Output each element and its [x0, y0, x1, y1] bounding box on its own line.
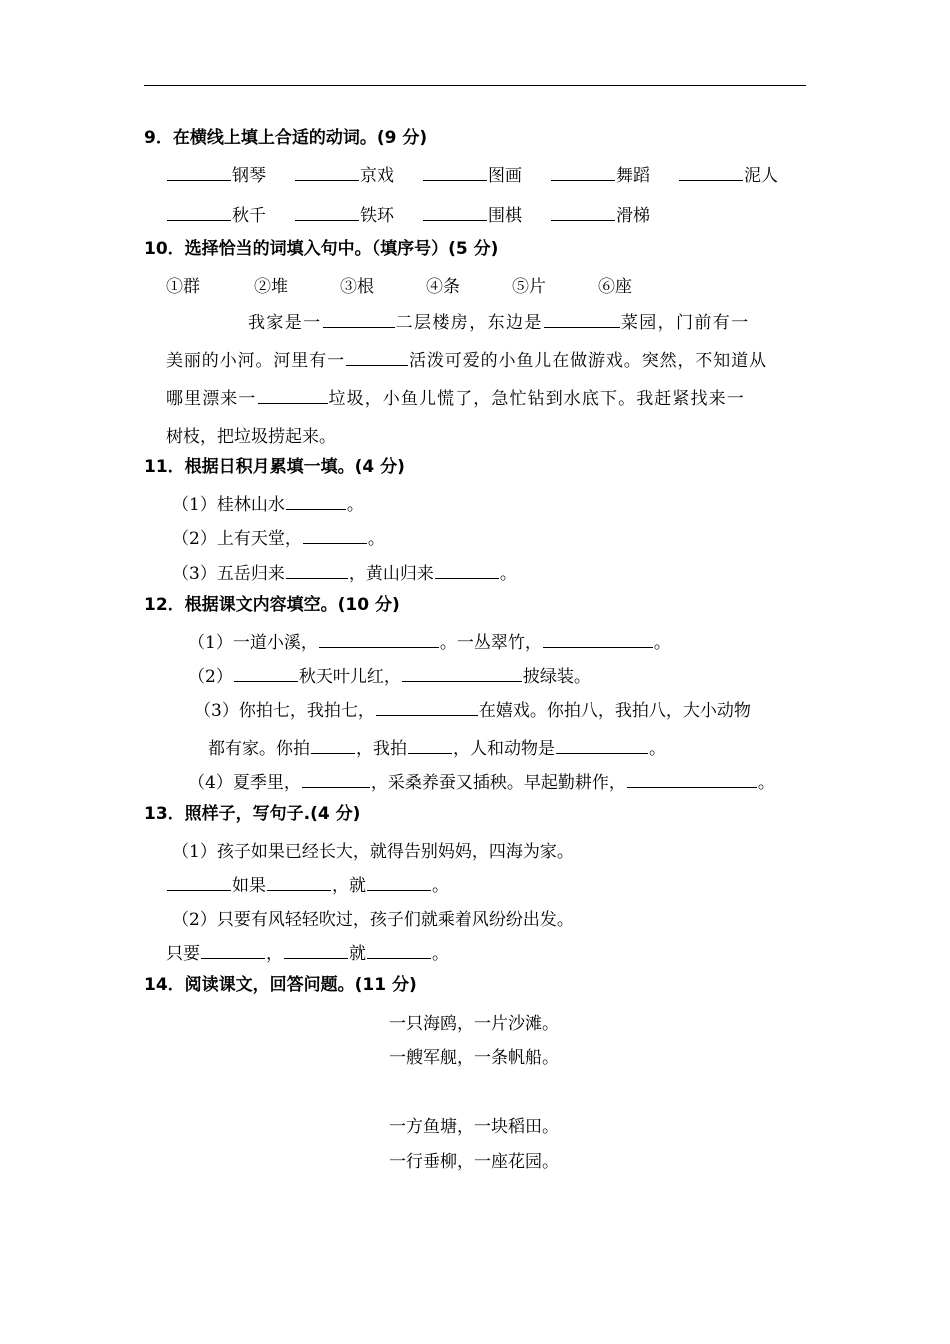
text: 。	[499, 564, 517, 584]
text: 垃圾，小鱼儿慌了，急忙钻到水底下。我赶紧找来一	[328, 389, 745, 409]
blank[interactable]	[234, 664, 298, 682]
q9-item-5	[678, 161, 778, 186]
blank[interactable]	[201, 941, 265, 959]
blank[interactable]	[402, 664, 522, 682]
text: ，采桑养蚕又插秧。早起勤耕作，	[370, 773, 626, 793]
poem-line: 一行垂柳，一座花园。	[389, 1152, 559, 1172]
poem-line: 一只海鸥，一片沙滩。	[389, 1014, 559, 1034]
blank[interactable]	[167, 163, 231, 181]
q10-option: ①群	[166, 277, 200, 297]
q11-title: 11．根据日积月累填一填。(4 分)	[144, 457, 405, 477]
q9-word: 舞蹈	[616, 166, 650, 186]
text: 美丽的小河。河里有一	[166, 351, 345, 371]
q9-item-2	[294, 161, 394, 186]
blank[interactable]	[286, 561, 348, 579]
q9-item-6	[166, 201, 266, 226]
blank[interactable]	[367, 941, 431, 959]
q13-fill-2	[166, 939, 449, 964]
text: （1）一道小溪，	[188, 633, 318, 653]
q12-item-4	[188, 768, 775, 793]
blank[interactable]	[295, 203, 359, 221]
text: 就	[349, 944, 366, 964]
blank[interactable]	[286, 492, 346, 510]
q12-item-1	[188, 628, 671, 653]
blank[interactable]	[679, 163, 743, 181]
blank[interactable]	[311, 736, 355, 754]
text: 我家是一	[248, 313, 322, 333]
q9-word: 图画	[488, 166, 522, 186]
text: （1）桂林山水	[172, 495, 285, 515]
text: （2）	[188, 667, 233, 687]
text: 活泼可爱的小鱼儿在做游戏。突然，不知道从	[409, 351, 767, 371]
q9-word: 泥人	[744, 166, 778, 186]
q9-word: 滑梯	[616, 206, 650, 226]
text: 。	[367, 529, 385, 549]
q11-item-1	[172, 490, 364, 515]
text: ，	[266, 944, 283, 964]
text: 二层楼房，东边是	[395, 313, 543, 333]
text: （4）夏季里，	[188, 773, 301, 793]
q10-option: ③根	[340, 277, 374, 297]
q10-paragraph-line-4: 树枝，把垃圾捞起来。	[166, 427, 336, 447]
blank[interactable]	[551, 163, 615, 181]
q11-item-2	[172, 524, 385, 549]
blank[interactable]	[376, 698, 478, 716]
q9-item-9	[550, 201, 650, 226]
text: 。	[649, 739, 666, 759]
blank[interactable]	[167, 203, 231, 221]
text: （3）你拍七，我拍七，	[194, 701, 375, 721]
q12-item-3-line-1	[194, 696, 751, 721]
q13-example-2: （2）只要有风轻轻吹过，孩子们就乘着风纷纷出发。	[172, 910, 574, 930]
blank[interactable]	[346, 348, 408, 366]
blank[interactable]	[627, 770, 757, 788]
text: ，我拍	[356, 739, 407, 759]
q10-paragraph-line-3	[166, 384, 745, 409]
q9-item-1	[166, 161, 266, 186]
q9-item-4	[550, 161, 650, 186]
blank[interactable]	[408, 736, 452, 754]
header-rule	[144, 85, 806, 86]
q10-option: ④条	[426, 277, 460, 297]
q10-option: ⑤片	[512, 277, 546, 297]
q9-word: 秋千	[232, 206, 266, 226]
q10-title: 10．选择恰当的词填入句中。（填序号）(5 分)	[144, 239, 499, 259]
blank[interactable]	[435, 561, 499, 579]
text: 披绿装。	[522, 667, 591, 687]
blank[interactable]	[551, 203, 615, 221]
blank[interactable]	[258, 386, 328, 404]
q13-fill-1	[166, 871, 449, 896]
text: ，人和动物是	[453, 739, 555, 759]
q12-item-2	[188, 662, 591, 687]
q9-item-7	[294, 201, 394, 226]
blank[interactable]	[556, 736, 648, 754]
q9-item-3	[422, 161, 522, 186]
blank[interactable]	[423, 203, 487, 221]
text: （3）五岳归来	[172, 564, 285, 584]
q10-paragraph-line-1	[248, 308, 750, 333]
text: 。	[432, 944, 449, 964]
q9-word: 围棋	[488, 206, 522, 226]
blank[interactable]	[167, 873, 231, 891]
blank[interactable]	[267, 873, 331, 891]
poem-line: 一艘军舰，一条帆船。	[389, 1048, 559, 1068]
blank[interactable]	[302, 770, 370, 788]
q12-item-3-line-2	[208, 734, 666, 759]
blank[interactable]	[295, 163, 359, 181]
blank[interactable]	[303, 526, 367, 544]
blank[interactable]	[544, 310, 620, 328]
text: ，黄山归来	[348, 564, 434, 584]
q14-title: 14．阅读课文，回答问题。(11 分)	[144, 975, 417, 995]
blank[interactable]	[284, 941, 348, 959]
q10-paragraph-line-2	[166, 346, 767, 371]
text: 。	[346, 495, 364, 515]
text: 如果	[232, 876, 266, 896]
text: ，就	[332, 876, 366, 896]
blank[interactable]	[323, 310, 395, 328]
text: （2）上有天堂，	[172, 529, 302, 549]
text: 。	[432, 876, 449, 896]
q13-title: 13．照样子，写句子.(4 分)	[144, 804, 361, 824]
blank[interactable]	[423, 163, 487, 181]
q9-word: 铁环	[360, 206, 394, 226]
poem-line: 一方鱼塘，一块稻田。	[389, 1117, 559, 1137]
text: 菜园，门前有一	[620, 313, 750, 333]
blank[interactable]	[543, 630, 653, 648]
text: 。	[653, 633, 671, 653]
text: 。一丛翠竹，	[439, 633, 542, 653]
q9-word: 京戏	[360, 166, 394, 186]
text: 秋天叶儿红，	[298, 667, 401, 687]
text: 在嬉戏。你拍八，我拍八，大小动物	[478, 701, 751, 721]
q12-title: 12．根据课文内容填空。(10 分)	[144, 595, 400, 615]
text: 只要	[166, 944, 200, 964]
q11-item-3	[172, 559, 517, 584]
q9-title: 9．在横线上填上合适的动词。(9 分)	[144, 128, 428, 148]
q9-word: 钢琴	[232, 166, 266, 186]
q10-option: ⑥座	[598, 277, 632, 297]
blank[interactable]	[319, 630, 439, 648]
q13-example-1: （1）孩子如果已经长大，就得告别妈妈，四海为家。	[172, 842, 574, 862]
blank[interactable]	[367, 873, 431, 891]
text: 哪里漂来一	[166, 389, 257, 409]
q9-item-8	[422, 201, 522, 226]
text: 。	[757, 773, 775, 793]
text: 都有家。你拍	[208, 739, 310, 759]
q10-option: ②堆	[254, 277, 288, 297]
